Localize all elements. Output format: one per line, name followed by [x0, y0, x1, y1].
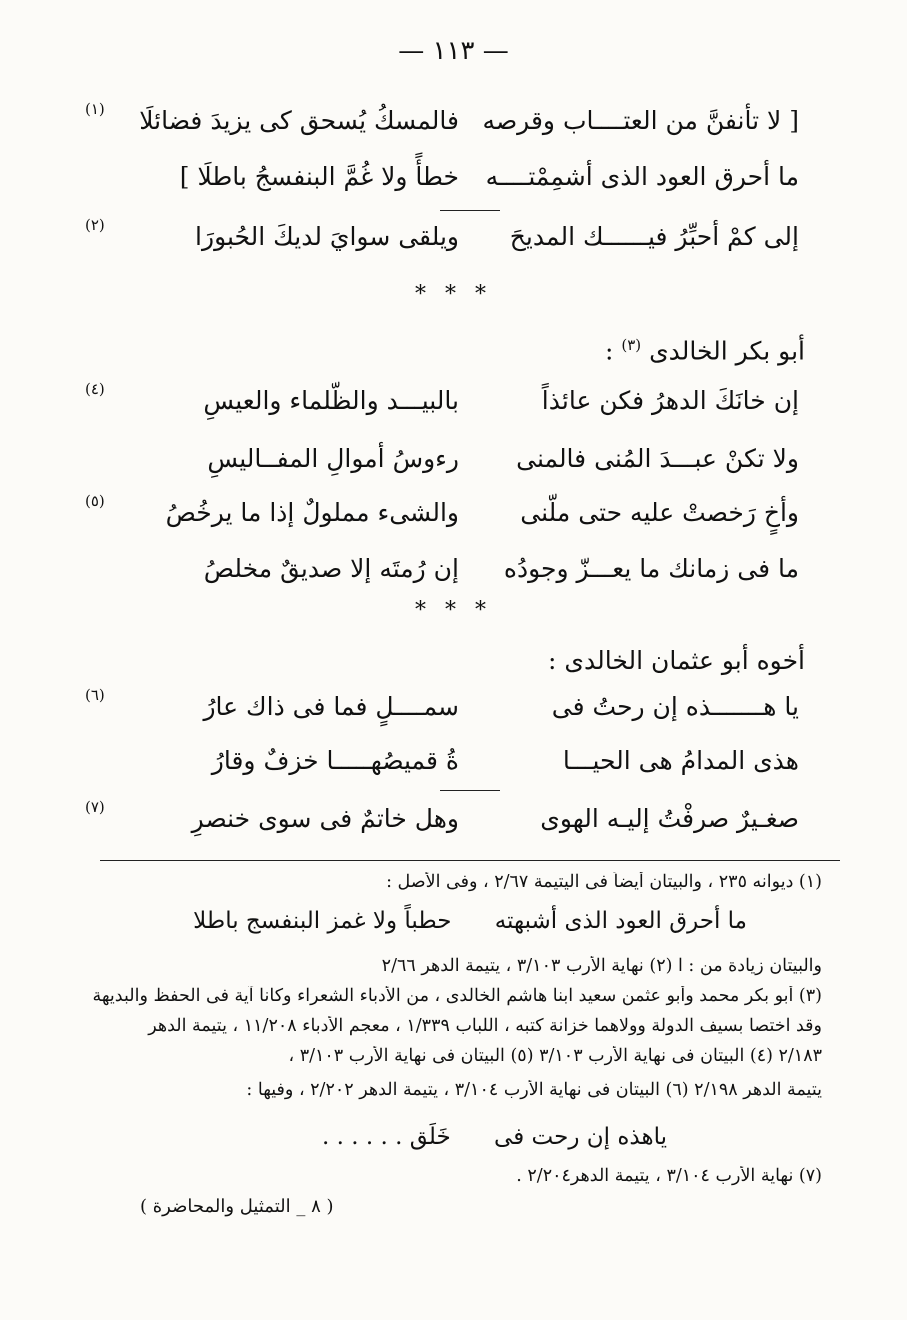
- footnote-3-line-2: وقد اختصا بسيف الدولة وولاهما خزانة كتبه ، اللباب ١/٣٣٩ ، معجم الأدباء ١١/٢٠٨ ، يتيمة الدهر: [148, 1016, 822, 1036]
- verse-second-hemistich: وهل خاتمٌ فى سوى خنصرِ: [191, 804, 459, 833]
- footnote-marker: (٥): [85, 492, 105, 510]
- footnote-separator: [100, 860, 840, 861]
- verse-second-hemistich: إن رُمتَه إلا صديقٌ مخلصُ: [203, 554, 459, 583]
- verse-line: [85, 686, 799, 732]
- footnote-3-5: ٢/١٨٣ (٤) البيتان فى نهاية الأرب ٣/١٠٣ (٥) البيتان فى نهاية الأرب ٣/١٠٣ ،: [288, 1046, 822, 1066]
- heading-colon: :: [548, 646, 557, 675]
- footnote-7: (٧) نهاية الأرب ٣/١٠٤ ، يتيمة الدهر٢/٢٠٤ .: [516, 1166, 822, 1186]
- verse-first-hemistich: ما أحرق العود الذى أشبهته: [494, 908, 747, 934]
- verse-second-hemistich: خَلَق . . . . . .: [321, 1124, 451, 1150]
- verse-second-hemistich: خطأً ولا غُمَّ البنفسجُ باطلَا ]: [179, 162, 459, 191]
- verse-second-hemistich: سمــــلٍ فما فى ذاك عارُ: [203, 692, 459, 721]
- footnote-marker: (٦): [85, 686, 105, 704]
- footnote-6: يتيمة الدهر ٢/١٩٨ (٦) البيتان فى نهاية الأرب ٣/١٠٤ ، يتيمة الدهر ٢/٢٠٢ ، وفيها :: [246, 1080, 822, 1100]
- verse-second-hemistich: حطباً ولا غمز البنفسج باطلا: [193, 908, 452, 934]
- verse-second-hemistich: فالمسكُ يُسحق كى يزيدَ فضائلَا: [139, 106, 459, 135]
- verse-line: [85, 492, 799, 538]
- verse-line: [85, 100, 799, 146]
- verse-first-hemistich: إن خانَكَ الدهرُ فكن عائذاً: [541, 386, 799, 415]
- divider-line: [440, 210, 500, 211]
- verse-second-hemistich: والشىء مملولٌ إذا ما يرخُصُ: [165, 498, 459, 527]
- verse-first-hemistich: ياهذه إن رحت فى: [494, 1124, 667, 1150]
- footnote-marker: (٣): [621, 336, 642, 354]
- verse-second-hemistich: ويلقى سوايَ لديكَ الحُبورَا: [195, 222, 459, 251]
- verse-first-hemistich: ولا تكنْ عبـــدَ المُنى فالمنى: [516, 444, 799, 473]
- poet-name: أخوه أبو عثمان الخالدى: [564, 646, 805, 675]
- section-separator: * * *: [415, 282, 492, 307]
- verse-second-hemistich: بالبيـــد والظّلماء والعيسِ: [203, 386, 459, 415]
- heading-colon: :: [604, 336, 614, 366]
- verse-first-hemistich: صغـيرٌ صرفْتُ إليـه الهوى: [540, 804, 799, 833]
- footnote-1: (١) ديوانه ٢٣٥ ، والبيتان أيضاً فى اليتيمة ٢/٦٧ ، وفى الأصل :: [386, 872, 822, 892]
- verse-first-hemistich: هذى المدامُ هى الحيـــا: [562, 746, 799, 775]
- verse-first-hemistich: وأخٍ رَخصتْ عليه حتى ملّنى: [520, 498, 799, 527]
- verse-line: [85, 798, 799, 844]
- verse-line: [85, 216, 799, 262]
- verse-line: [99, 156, 799, 202]
- poet-heading: [548, 646, 805, 675]
- page-number: — ١١٣ —: [398, 36, 509, 66]
- footnote-3-line-1: (٣) أبو بكر محمد وأبو عثمن سعيد ابنا هاشم الخالدى ، من الأدباء الشعراء وكانا آية فى الحفظ والبديهة: [92, 986, 822, 1006]
- footnote-marker: (٧): [85, 798, 105, 816]
- verse-second-hemistich: ةُ قميصُهـــــا خزفٌ وقارُ: [211, 746, 459, 775]
- verse-line: [99, 740, 799, 786]
- verse-first-hemistich: ما فى زمانك ما يعـــزّ وجودُه: [503, 554, 799, 583]
- signature-label: ( ٨ _ التمثيل والمحاضرة ): [140, 1196, 334, 1217]
- footnote-verse: [322, 1124, 667, 1150]
- footnote-verse: [193, 908, 747, 934]
- verse-first-hemistich: إلى كمْ أحبِّرُ فيــــــك المديحَ: [509, 222, 799, 251]
- poet-name: أبو بكر الخالدى: [649, 336, 805, 366]
- verse-line: [85, 380, 799, 426]
- verse-second-hemistich: رءوسُ أموالِ المفــاليسِ: [207, 444, 459, 473]
- verse-line: [99, 438, 799, 484]
- footnote-marker: (١): [85, 100, 105, 118]
- verse-first-hemistich: يا هـــــــذه إن رحتُ فى: [551, 692, 799, 721]
- verse-line: [99, 548, 799, 594]
- divider-line: [440, 790, 500, 791]
- section-separator: * * *: [415, 598, 492, 623]
- footnote-marker: (٢): [85, 216, 105, 234]
- poet-heading: [605, 336, 805, 365]
- verse-first-hemistich: ما أحرق العود الذى أشمِمْتــــه: [485, 162, 799, 191]
- footnote-marker: (٤): [85, 380, 105, 398]
- verse-first-hemistich: [ لا تأنفنَّ من العتــــاب وقرصه: [482, 106, 799, 135]
- footnote-1b-2: والبيتان زيادة من : ا (٢) نهاية الأرب ٣/١٠٣ ، يتيمة الدهر ٢/٦٦: [381, 956, 822, 976]
